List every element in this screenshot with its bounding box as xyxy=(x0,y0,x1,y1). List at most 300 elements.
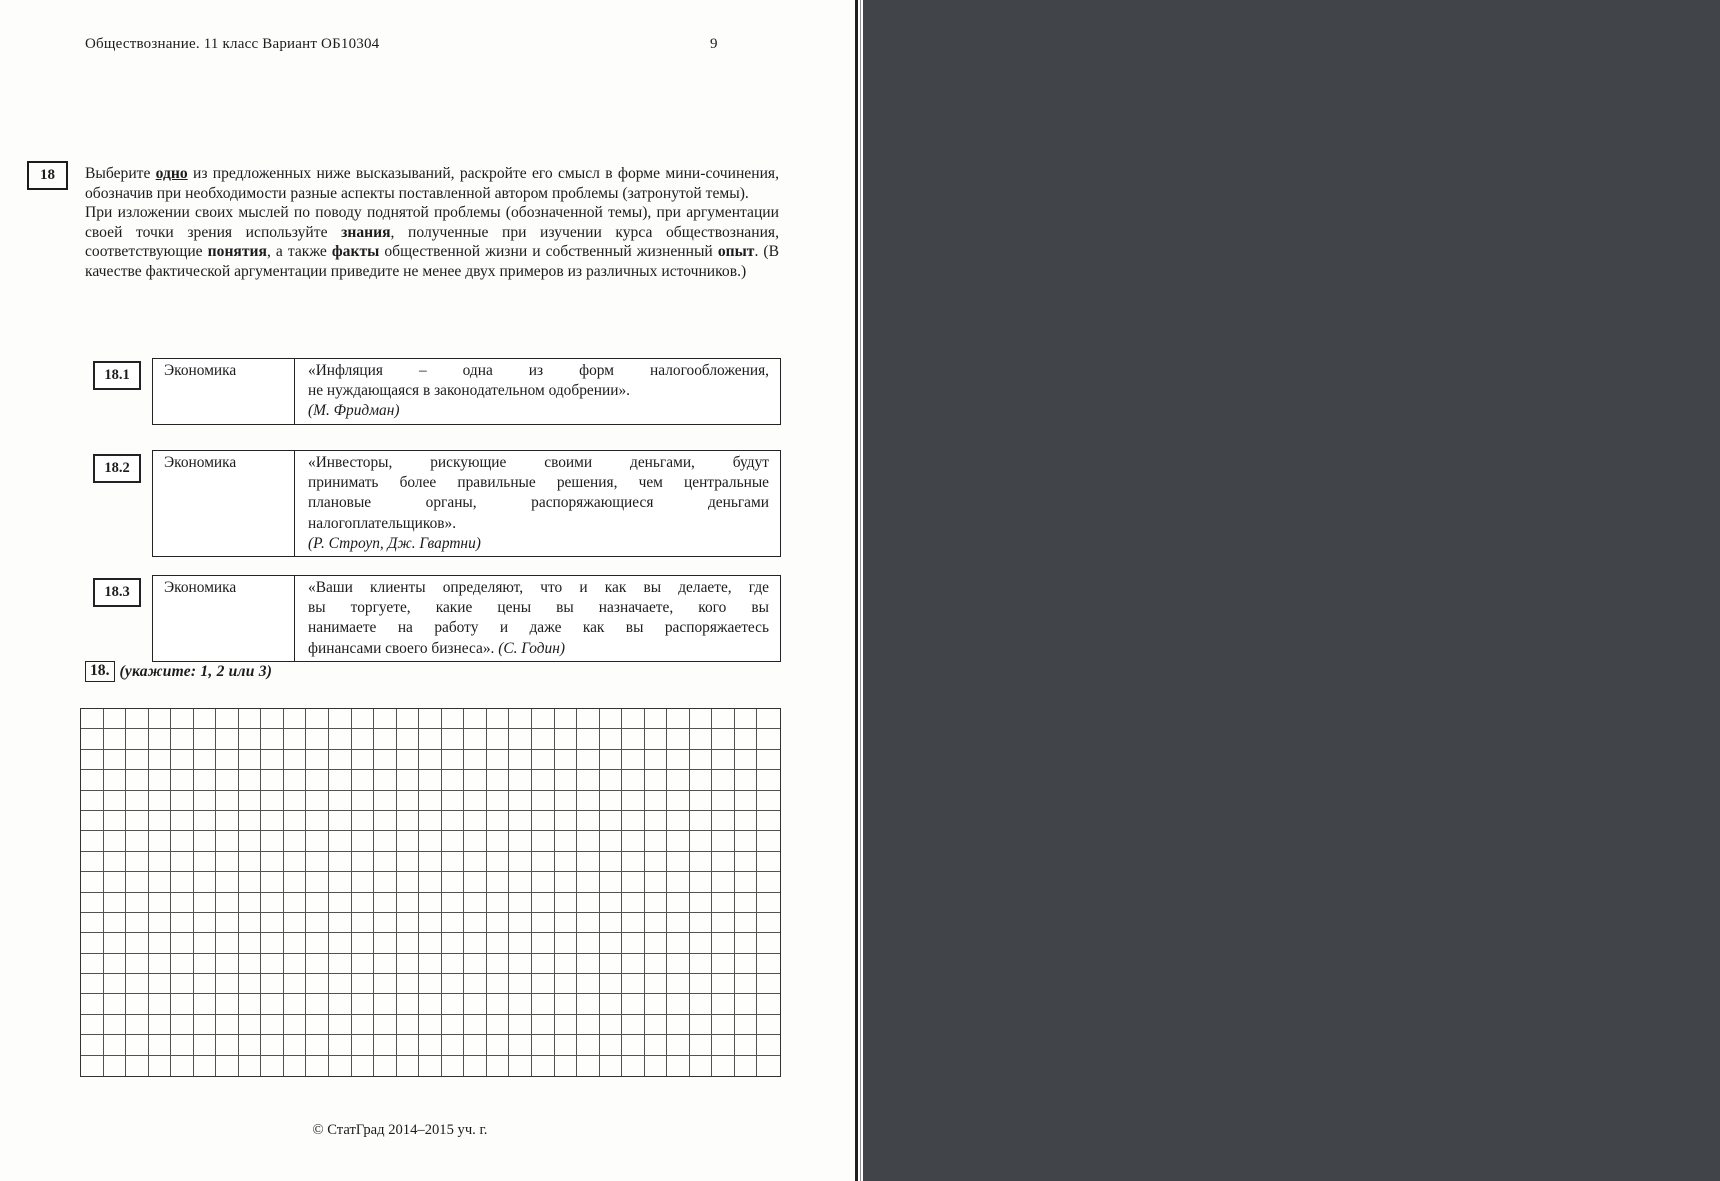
grid-cell xyxy=(757,1035,780,1055)
grid-cell xyxy=(104,933,127,953)
grid-cell xyxy=(284,750,307,770)
grid-cell xyxy=(352,791,375,811)
option-topic: Экономика xyxy=(153,359,295,424)
grid-cell xyxy=(261,954,284,974)
grid-cell xyxy=(645,729,668,749)
grid-cell xyxy=(622,974,645,994)
grid-cell xyxy=(509,791,532,811)
grid-cell xyxy=(577,1035,600,1055)
grid-cell xyxy=(329,852,352,872)
grid-cell xyxy=(171,729,194,749)
quote-line: «Инвесторы, рискующие своими деньгами, будут xyxy=(308,454,769,471)
grid-cell xyxy=(306,852,329,872)
grid-cell xyxy=(81,709,104,729)
grid-cell xyxy=(712,831,735,851)
quote-line: финансами своего бизнеса». (С. Годин) xyxy=(308,639,565,657)
grid-cell xyxy=(509,872,532,892)
grid-cell xyxy=(509,811,532,831)
grid-cell xyxy=(81,913,104,933)
grid-cell xyxy=(216,831,239,851)
grid-cell xyxy=(171,791,194,811)
grid-cell xyxy=(690,974,713,994)
grid-cell xyxy=(600,872,623,892)
grid-cell xyxy=(81,811,104,831)
grid-cell xyxy=(712,1035,735,1055)
grid-cell xyxy=(532,811,555,831)
grid-cell xyxy=(577,831,600,851)
grid-cell xyxy=(555,709,578,729)
grid-cell xyxy=(600,811,623,831)
grid-cell xyxy=(487,1015,510,1035)
grid-cell xyxy=(509,913,532,933)
grid-cell xyxy=(261,852,284,872)
grid-cell xyxy=(442,1015,465,1035)
grid-cell xyxy=(600,791,623,811)
grid-cell xyxy=(329,913,352,933)
grid-cell xyxy=(374,974,397,994)
grid-cell xyxy=(397,750,420,770)
grid-cell xyxy=(600,974,623,994)
grid-cell xyxy=(171,750,194,770)
grid-cell xyxy=(757,811,780,831)
grid-cell xyxy=(464,729,487,749)
grid-cell xyxy=(329,1035,352,1055)
grid-cell xyxy=(194,1015,217,1035)
grid-cell xyxy=(509,831,532,851)
grid-cell xyxy=(555,954,578,974)
grid-cell xyxy=(284,770,307,790)
grid-cell xyxy=(126,1056,149,1076)
grid-cell xyxy=(509,994,532,1014)
grid-cell xyxy=(419,1015,442,1035)
grid-cell xyxy=(509,729,532,749)
grid-cell xyxy=(442,893,465,913)
grid-cell xyxy=(284,913,307,933)
grid-cell xyxy=(577,770,600,790)
grid-cell xyxy=(374,954,397,974)
grid-cell xyxy=(306,1015,329,1035)
grid-cell xyxy=(104,1056,127,1076)
task-number-box xyxy=(27,161,68,190)
grid-cell xyxy=(600,831,623,851)
grid-cell xyxy=(261,791,284,811)
grid-cell xyxy=(329,811,352,831)
grid-cell xyxy=(171,1015,194,1035)
grid-cell xyxy=(757,893,780,913)
grid-cell xyxy=(757,1056,780,1076)
grid-cell xyxy=(171,1035,194,1055)
option-quote xyxy=(295,451,780,556)
grid-cell xyxy=(374,893,397,913)
grid-cell xyxy=(419,811,442,831)
grid-cell xyxy=(509,974,532,994)
grid-cell xyxy=(81,852,104,872)
grid-cell xyxy=(464,872,487,892)
grid-cell xyxy=(667,791,690,811)
grid-cell xyxy=(577,811,600,831)
grid-cell xyxy=(757,872,780,892)
grid-cell xyxy=(690,770,713,790)
grid-cell xyxy=(171,913,194,933)
grid-cell xyxy=(261,1035,284,1055)
grid-cell xyxy=(690,729,713,749)
grid-cell xyxy=(171,933,194,953)
grid-cell xyxy=(464,913,487,933)
grid-cell xyxy=(645,791,668,811)
grid-cell xyxy=(149,933,172,953)
quote-line: плановые органы, распоряжающиеся деньгами xyxy=(308,494,769,512)
grid-cell xyxy=(735,974,758,994)
grid-cell xyxy=(622,1015,645,1035)
grid-cell xyxy=(622,791,645,811)
grid-cell xyxy=(442,831,465,851)
grid-cell xyxy=(149,729,172,749)
option-quote xyxy=(295,359,780,424)
grid-cell xyxy=(126,852,149,872)
grid-cell xyxy=(555,831,578,851)
grid-cell xyxy=(712,770,735,790)
grid-cell xyxy=(261,750,284,770)
grid-cell xyxy=(509,893,532,913)
grid-cell xyxy=(509,852,532,872)
grid-cell xyxy=(645,1056,668,1076)
grid-cell xyxy=(239,709,262,729)
option-table xyxy=(152,450,781,557)
grid-cell xyxy=(735,729,758,749)
grid-cell xyxy=(577,750,600,770)
grid-cell xyxy=(397,954,420,974)
grid-cell xyxy=(509,933,532,953)
grid-cell xyxy=(735,709,758,729)
grid-cell xyxy=(667,811,690,831)
grid-cell xyxy=(284,872,307,892)
grid-cell xyxy=(374,831,397,851)
option-quote xyxy=(295,576,780,661)
grid-cell xyxy=(532,852,555,872)
grid-cell xyxy=(509,1015,532,1035)
grid-cell xyxy=(397,770,420,790)
grid-cell xyxy=(81,994,104,1014)
grid-cell xyxy=(352,729,375,749)
grid-cell xyxy=(329,994,352,1014)
grid-cell xyxy=(239,770,262,790)
grid-cell xyxy=(757,770,780,790)
grid-cell xyxy=(126,872,149,892)
grid-cell xyxy=(171,1056,194,1076)
grid-cell xyxy=(622,811,645,831)
grid-cell xyxy=(194,852,217,872)
grid-cell xyxy=(306,954,329,974)
grid-cell xyxy=(374,750,397,770)
grid-cell xyxy=(464,709,487,729)
grid-cell xyxy=(600,852,623,872)
grid-cell xyxy=(712,974,735,994)
grid-cell xyxy=(667,709,690,729)
grid-cell xyxy=(622,852,645,872)
grid-cell xyxy=(194,831,217,851)
grid-cell xyxy=(104,994,127,1014)
grid-cell xyxy=(352,954,375,974)
grid-cell xyxy=(487,872,510,892)
grid-cell xyxy=(757,954,780,974)
grid-cell xyxy=(261,770,284,790)
grid-cell xyxy=(419,852,442,872)
grid-cell xyxy=(419,1056,442,1076)
grid-cell xyxy=(442,1056,465,1076)
grid-cell xyxy=(216,709,239,729)
grid-cell xyxy=(149,893,172,913)
grid-cell xyxy=(532,1015,555,1035)
grid-cell xyxy=(419,872,442,892)
grid-cell xyxy=(216,750,239,770)
grid-cell xyxy=(735,1035,758,1055)
grid-cell xyxy=(667,933,690,953)
grid-cell xyxy=(419,954,442,974)
grid-cell xyxy=(194,913,217,933)
quote-line: нанимаете на работу и даже как вы распоряжаетесь xyxy=(308,619,769,637)
page-edge-line xyxy=(855,0,858,1181)
quote-line: налогоплательщиков». xyxy=(308,514,457,532)
grid-cell xyxy=(306,933,329,953)
grid-cell xyxy=(622,1035,645,1055)
grid-cell xyxy=(532,893,555,913)
grid-cell xyxy=(419,791,442,811)
grid-cell xyxy=(667,994,690,1014)
grid-cell xyxy=(352,1015,375,1035)
grid-cell xyxy=(712,1056,735,1076)
grid-cell xyxy=(374,770,397,790)
grid-cell xyxy=(171,811,194,831)
grid-cell xyxy=(690,750,713,770)
grid-cell xyxy=(757,974,780,994)
grid-cell xyxy=(239,1035,262,1055)
grid-cell xyxy=(352,872,375,892)
grid-cell xyxy=(374,1056,397,1076)
grid-cell xyxy=(261,729,284,749)
grid-cell xyxy=(735,831,758,851)
grid-cell xyxy=(419,913,442,933)
grid-cell xyxy=(171,974,194,994)
grid-cell xyxy=(397,791,420,811)
grid-cell xyxy=(126,974,149,994)
grid-cell xyxy=(555,770,578,790)
option-number: 18.3 xyxy=(104,584,130,600)
grid-cell xyxy=(126,709,149,729)
grid-cell xyxy=(419,831,442,851)
grid-cell xyxy=(532,872,555,892)
grid-cell xyxy=(690,994,713,1014)
grid-cell xyxy=(126,750,149,770)
grid-cell xyxy=(194,770,217,790)
grid-cell xyxy=(667,954,690,974)
grid-cell xyxy=(690,791,713,811)
grid-cell xyxy=(667,913,690,933)
grid-cell xyxy=(239,893,262,913)
grid-cell xyxy=(735,770,758,790)
grid-cell xyxy=(442,974,465,994)
grid-cell xyxy=(216,913,239,933)
grid-cell xyxy=(532,770,555,790)
grid-cell xyxy=(690,933,713,953)
grid-cell xyxy=(239,994,262,1014)
grid-cell xyxy=(532,1056,555,1076)
grid-cell xyxy=(374,852,397,872)
grid-cell xyxy=(487,729,510,749)
grid-cell xyxy=(239,791,262,811)
grid-cell xyxy=(397,1015,420,1035)
grid-cell xyxy=(464,770,487,790)
grid-cell xyxy=(464,974,487,994)
grid-cell xyxy=(374,709,397,729)
grid-cell xyxy=(352,1035,375,1055)
grid-cell xyxy=(442,770,465,790)
grid-cell xyxy=(126,831,149,851)
grid-cell xyxy=(667,893,690,913)
grid-cell xyxy=(81,933,104,953)
grid-cell xyxy=(397,893,420,913)
grid-cell xyxy=(352,811,375,831)
quote-line: «Инфляция – одна из форм налогообложения, xyxy=(308,362,769,379)
grid-cell xyxy=(216,933,239,953)
grid-cell xyxy=(81,872,104,892)
grid-cell xyxy=(464,1015,487,1035)
grid-cell xyxy=(622,893,645,913)
grid-cell xyxy=(645,913,668,933)
grid-cell xyxy=(555,791,578,811)
grid-cell xyxy=(239,811,262,831)
grid-cell xyxy=(667,872,690,892)
grid-cell xyxy=(126,770,149,790)
grid-cell xyxy=(442,933,465,953)
grid-cell xyxy=(600,913,623,933)
grid-cell xyxy=(126,933,149,953)
grid-cell xyxy=(690,852,713,872)
grid-cell xyxy=(645,1035,668,1055)
grid-cell xyxy=(532,954,555,974)
grid-cell xyxy=(81,729,104,749)
grid-cell xyxy=(104,1015,127,1035)
grid-cell xyxy=(149,750,172,770)
grid-cell xyxy=(194,893,217,913)
grid-cell xyxy=(532,709,555,729)
grid-cell xyxy=(690,872,713,892)
grid-cell xyxy=(487,893,510,913)
grid-cell xyxy=(329,729,352,749)
answer-grid xyxy=(80,708,781,1077)
grid-cell xyxy=(442,1035,465,1055)
grid-cell xyxy=(397,872,420,892)
grid-cell xyxy=(306,709,329,729)
grid-cell xyxy=(577,791,600,811)
grid-cell xyxy=(374,933,397,953)
grid-cell xyxy=(442,872,465,892)
grid-cell xyxy=(216,1035,239,1055)
option-topic: Экономика xyxy=(153,576,295,661)
grid-cell xyxy=(555,729,578,749)
grid-cell xyxy=(645,852,668,872)
grid-cell xyxy=(284,1015,307,1035)
grid-cell xyxy=(397,852,420,872)
grid-cell xyxy=(757,994,780,1014)
grid-cell xyxy=(645,954,668,974)
grid-cell xyxy=(735,852,758,872)
grid-cell xyxy=(81,750,104,770)
grid-cell xyxy=(261,831,284,851)
grid-cell xyxy=(104,729,127,749)
grid-cell xyxy=(194,791,217,811)
grid-cell xyxy=(126,913,149,933)
grid-cell xyxy=(149,811,172,831)
grid-cell xyxy=(577,974,600,994)
grid-cell xyxy=(194,1056,217,1076)
grid-cell xyxy=(645,872,668,892)
grid-cell xyxy=(690,1035,713,1055)
grid-cell xyxy=(329,750,352,770)
grid-cell xyxy=(149,770,172,790)
grid-cell xyxy=(757,913,780,933)
grid-cell xyxy=(306,750,329,770)
grid-cell xyxy=(577,954,600,974)
grid-cell xyxy=(126,893,149,913)
grid-cell xyxy=(532,974,555,994)
grid-cell xyxy=(81,954,104,974)
grid-cell xyxy=(667,1015,690,1035)
grid-cell xyxy=(712,954,735,974)
grid-cell xyxy=(600,709,623,729)
grid-cell xyxy=(126,994,149,1014)
grid-cell xyxy=(352,893,375,913)
grid-cell xyxy=(622,933,645,953)
grid-cell xyxy=(329,770,352,790)
grid-cell xyxy=(712,729,735,749)
grid-cell xyxy=(622,1056,645,1076)
grid-cell xyxy=(397,811,420,831)
grid-cell xyxy=(239,831,262,851)
grid-cell xyxy=(194,954,217,974)
grid-cell xyxy=(149,709,172,729)
grid-cell xyxy=(600,954,623,974)
grid-cell xyxy=(464,1056,487,1076)
grid-cell xyxy=(442,852,465,872)
grid-cell xyxy=(329,709,352,729)
grid-cell xyxy=(667,770,690,790)
grid-cell xyxy=(555,1015,578,1035)
grid-cell xyxy=(690,1015,713,1035)
grid-cell xyxy=(216,893,239,913)
grid-cell xyxy=(374,994,397,1014)
grid-cell xyxy=(239,1015,262,1035)
grid-cell xyxy=(622,709,645,729)
grid-cell xyxy=(487,954,510,974)
grid-cell xyxy=(104,1035,127,1055)
grid-cell xyxy=(532,831,555,851)
grid-cell xyxy=(216,791,239,811)
grid-cell xyxy=(374,811,397,831)
grid-cell xyxy=(487,791,510,811)
grid-cell xyxy=(216,974,239,994)
grid-cell xyxy=(464,994,487,1014)
grid-cell xyxy=(487,750,510,770)
grid-cell xyxy=(464,852,487,872)
grid-cell xyxy=(306,1035,329,1055)
grid-cell xyxy=(284,811,307,831)
grid-cell xyxy=(419,974,442,994)
task-number: 18 xyxy=(40,167,55,183)
task-instructions xyxy=(85,164,779,282)
grid-cell xyxy=(261,1056,284,1076)
grid-cell xyxy=(104,954,127,974)
grid-cell xyxy=(667,852,690,872)
